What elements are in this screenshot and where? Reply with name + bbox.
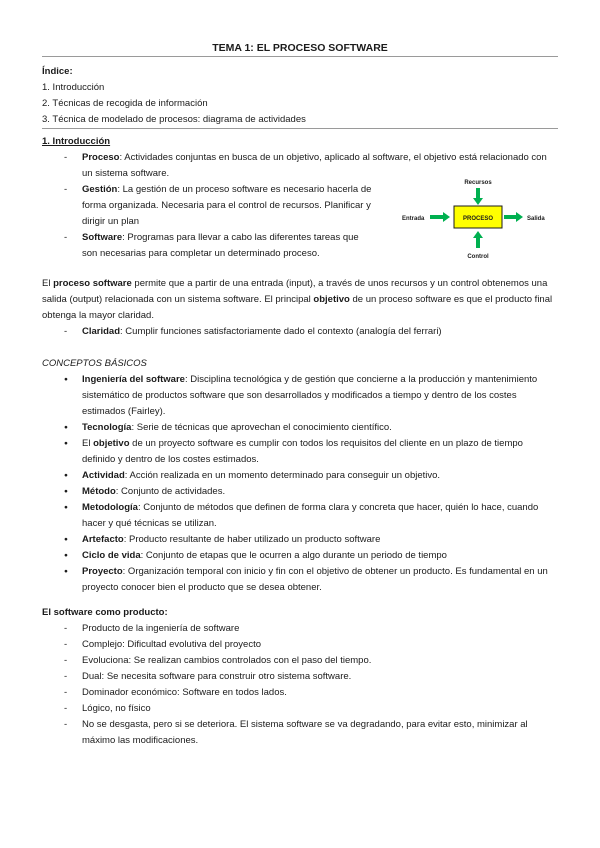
divider bbox=[42, 56, 558, 57]
list-item-text bbox=[82, 324, 558, 340]
term: Actividad bbox=[82, 470, 125, 481]
list-item-text bbox=[82, 500, 558, 532]
page-title: TEMA 1: EL PROCESO SOFTWARE bbox=[212, 42, 388, 54]
index-heading: Índice: bbox=[42, 66, 73, 77]
dash-marker: - bbox=[64, 623, 68, 634]
index-item: 3. Técnica de modelado de procesos: diagrama de actividades bbox=[42, 114, 306, 125]
dash-marker: - bbox=[64, 152, 68, 163]
process-diagram bbox=[372, 176, 558, 266]
term: Proyecto bbox=[82, 566, 123, 577]
diagram-label-recursos: Recursos bbox=[464, 180, 492, 186]
list-item-text bbox=[82, 372, 558, 420]
list-item bbox=[64, 372, 558, 420]
bullet-marker: ● bbox=[64, 376, 68, 383]
list-item bbox=[64, 717, 558, 749]
list-item-text bbox=[82, 564, 558, 596]
paragraph-bold: proceso software bbox=[53, 278, 132, 289]
list-item bbox=[64, 669, 558, 685]
index-list bbox=[42, 80, 558, 128]
dash-marker: - bbox=[64, 184, 68, 195]
list-item-text: Producto de la ingeniería de software bbox=[82, 623, 240, 634]
definition: : Cumplir funciones satisfactoriamente dado el contexto (analogía del ferrari) bbox=[120, 326, 442, 337]
term: Claridad bbox=[82, 326, 121, 337]
list-item-text bbox=[82, 548, 558, 564]
software-como-producto-heading: El software como producto: bbox=[42, 607, 168, 618]
definition: : Actividades conjuntas en busca de un objetivo, aplicado al software, el objetivo está relacionado con un sistema software. bbox=[82, 152, 547, 179]
list-item-text bbox=[82, 420, 558, 436]
list-item-text bbox=[82, 182, 372, 230]
list-item bbox=[64, 468, 558, 484]
section-heading-introduccion: 1. Introducción bbox=[42, 136, 111, 147]
bullet-marker: ● bbox=[64, 504, 68, 511]
bullet-marker: ● bbox=[64, 440, 68, 447]
list-item-text bbox=[82, 436, 558, 468]
list-item bbox=[64, 532, 558, 548]
definition: : Serie de técnicas que aprovechan el conocimiento científico. bbox=[131, 422, 392, 433]
definition: : Conjunto de métodos que definen de forma clara y concreta que hacer, quién lo hace, cuando hacer y qué técnicas se utilizan. bbox=[82, 502, 539, 529]
intro-left-column bbox=[42, 182, 372, 262]
term: Ciclo de vida bbox=[82, 550, 141, 561]
dash-marker: - bbox=[64, 703, 68, 714]
definition: : Acción realizada en un momento determinado para conseguir un objetivo. bbox=[124, 470, 441, 481]
definition: : Organización temporal con inicio y fin con el objetivo de obtener un producto. Es fundamental en un proyecto conocer bien el producto que se desea obtener. bbox=[82, 566, 548, 593]
list-item bbox=[64, 484, 558, 500]
conceptos-list bbox=[42, 372, 558, 596]
index-item: 2. Técnicas de recogida de información bbox=[42, 98, 208, 109]
producto-list bbox=[42, 621, 558, 749]
list-item-text: Complejo: Dificultad evolutiva del proyecto bbox=[82, 639, 262, 650]
dash-marker: - bbox=[64, 687, 68, 698]
definition: : Conjunto de etapas que le ocurren a algo durante un periodo de tiempo bbox=[140, 550, 447, 561]
dash-marker: - bbox=[64, 232, 68, 243]
paragraph-bold: objetivo bbox=[313, 294, 350, 305]
term: Ingeniería del software bbox=[82, 374, 185, 385]
list-item-text bbox=[82, 468, 558, 484]
definition: : La gestión de un proceso software es necesario hacerla de forma organizada. Necesaria para el control de recursos. Planificar y dirigir un plan bbox=[82, 184, 372, 227]
definition: de un proyecto software es cumplir con todos los requisitos del cliente en un plazo de tiempo definido y dentro de los costes estimados. bbox=[82, 438, 523, 465]
definition: : Disciplina tecnológica y de gestión que concierne a la producción y mantenimiento sistemático de productos software que son desarrollados y modificados a tiempo y dentro de los costes estimados (Fairley). bbox=[82, 374, 538, 417]
list-item bbox=[64, 621, 558, 637]
list-item bbox=[64, 548, 558, 564]
dash-marker: - bbox=[64, 326, 68, 337]
arrow-down-head-icon bbox=[473, 198, 483, 205]
paragraph-text: de un proceso software es que el producto final obtenga la mayor claridad. bbox=[42, 294, 553, 321]
list-item bbox=[64, 436, 558, 468]
bullet-marker: ● bbox=[64, 424, 68, 431]
dash-marker: - bbox=[64, 719, 68, 730]
bullet-marker: ● bbox=[64, 568, 68, 575]
list-item-text: Evoluciona: Se realizan cambios controlados con el paso del tiempo. bbox=[82, 655, 372, 666]
conceptos-basicos-heading: CONCEPTOS BÁSICOS bbox=[42, 358, 147, 369]
list-item-text bbox=[82, 532, 558, 548]
list-item-text: Dual: Se necesita software para construir otro sistema software. bbox=[82, 671, 352, 682]
process-diagram-svg bbox=[400, 176, 558, 260]
dash-marker: - bbox=[64, 639, 68, 650]
arrow-right-head-icon bbox=[443, 212, 450, 222]
arrow-up-head-icon bbox=[473, 231, 483, 238]
term: Gestión bbox=[82, 184, 118, 195]
list-item bbox=[64, 653, 558, 669]
list-item-text bbox=[82, 230, 372, 262]
diagram-label-proceso: PROCESO bbox=[462, 216, 494, 222]
diagram-label-salida: Salida bbox=[527, 216, 545, 222]
list-item-text: Lógico, no físico bbox=[82, 703, 151, 714]
pre-text: El bbox=[82, 438, 94, 449]
diagram-label-entrada: Entrada bbox=[402, 216, 425, 222]
term: objetivo bbox=[93, 438, 130, 449]
list-item bbox=[64, 420, 558, 436]
list-item bbox=[64, 500, 558, 532]
list-item bbox=[64, 182, 372, 230]
list-item bbox=[64, 685, 558, 701]
definition: : Producto resultante de haber utilizado un producto software bbox=[123, 534, 381, 545]
term: Artefacto bbox=[82, 534, 124, 545]
intro-row bbox=[42, 182, 558, 266]
bullet-marker: ● bbox=[64, 536, 68, 543]
term: Software bbox=[82, 232, 123, 243]
arrow-right-head-icon bbox=[516, 212, 523, 222]
term: Método bbox=[82, 486, 116, 497]
list-item bbox=[64, 701, 558, 717]
bullet-marker: ● bbox=[64, 488, 68, 495]
list-item bbox=[64, 564, 558, 596]
term: Tecnología bbox=[82, 422, 132, 433]
dash-marker: - bbox=[64, 671, 68, 682]
paragraph-text: El bbox=[42, 278, 54, 289]
dash-marker: - bbox=[64, 655, 68, 666]
list-item-text bbox=[82, 484, 558, 500]
list-item-text: Dominador económico: Software en todos lados. bbox=[82, 687, 287, 698]
divider bbox=[42, 128, 558, 129]
term: Metodología bbox=[82, 502, 138, 513]
bullet-marker: ● bbox=[64, 552, 68, 559]
definition: : Programas para llevar a cabo las diferentes tareas que son necesarias para completar un determinado proceso. bbox=[82, 232, 359, 259]
diagram-label-control: Control bbox=[467, 254, 489, 260]
index-item: 1. Introducción bbox=[42, 82, 105, 93]
intro-paragraph bbox=[42, 276, 558, 324]
list-item-text: No se desgasta, pero si se deteriora. El sistema software se va degradando, para evitar esto, minimizar al máximo las modificaciones. bbox=[82, 719, 528, 746]
list-item bbox=[64, 230, 372, 262]
list-item bbox=[64, 637, 558, 653]
bullet-marker: ● bbox=[64, 472, 68, 479]
paragraph-text: permite que a partir de una entrada (input), a través de unos recursos y un control obtenemos una salida (output) relacionada con un sistema software. El principal bbox=[42, 278, 548, 305]
term: Proceso bbox=[82, 152, 120, 163]
list-item bbox=[64, 324, 558, 340]
definition: : Conjunto de actividades. bbox=[115, 486, 226, 497]
